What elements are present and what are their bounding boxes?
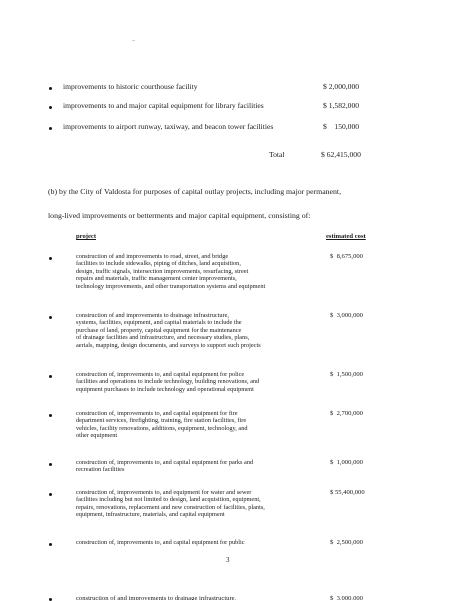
county-item-amount: $ 2,000,000 <box>323 82 360 91</box>
city-item-amount: $ 2,700,000 <box>330 410 363 417</box>
bullet <box>49 414 52 417</box>
city-item-amount: $ 8,675,000 <box>330 253 363 260</box>
cost-column-header: estimated cost <box>326 233 366 240</box>
total-amount: $ 62,415,000 <box>321 150 361 159</box>
county-item-text: improvements to historic courthouse facility <box>63 82 198 91</box>
city-item-text: construction of, improvements to, and capital equipment for police facilities and operations to include technology, building renovations, and equipment purchases to include technology and operational equipment <box>76 371 260 393</box>
total-label: Total <box>269 150 285 159</box>
city-item-amount: $ 1,000,000 <box>330 459 363 466</box>
bullet <box>49 463 52 466</box>
city-item-text: construction of, improvements to, and capital equipment for fire department services, firefighting, training, fire station facilities, fire vehicles, facility renovations, additions, equipment, technology, and other equipment <box>76 410 248 440</box>
city-item-text: construction of and improvements to drainage infrastructure, systems, facilities, equipment, and capital materials to include the purchase of land, property, capital equipment for the maintenance of drainage facilities and infrastructure, and necessary studies, plans, aerials, mapping, design documents, and surveys to support such projects <box>76 312 261 349</box>
intro-line: long-lived improvements or betterments and major capital equipment, consisting of: <box>48 211 311 220</box>
bullet <box>49 375 52 378</box>
bullet <box>49 87 52 90</box>
bullet <box>49 257 52 260</box>
city-item-text: construction of, improvements to, and capital equipment for public <box>76 539 245 546</box>
scan-mark <box>132 40 135 41</box>
intro-line: (b) by the City of Valdosta for purposes of capital outlay projects, including major permanent, <box>48 187 342 196</box>
county-item-amount: $ 150,000 <box>323 122 360 131</box>
bullet <box>49 543 52 546</box>
bullet <box>49 127 52 130</box>
city-item-amount: $ 3,000,000 <box>330 312 363 319</box>
page-number: 3 <box>226 556 230 564</box>
county-item-amount: $ 1,582,000 <box>323 101 360 110</box>
city-item-amount: $ 1,500,000 <box>330 371 363 378</box>
city-item-amount: $ 2,500,000 <box>330 539 363 546</box>
bullet <box>49 493 52 496</box>
next-page-fragment-text: construction of and improvements to drainage infrastructure, <box>76 595 237 600</box>
county-item-text: improvements to airport runway, taxiway, and beacon tower facilities <box>63 122 274 131</box>
county-item-text: improvements to and major capital equipment for library facilities <box>63 101 264 110</box>
bullet <box>49 106 52 109</box>
bullet <box>49 316 52 319</box>
city-item-text: construction of, improvements to, and equipment for water and sewer facilities including but not limited to design, land acquisition, equipment, repairs, renovations, replacement and new construction of facilities, plants, equipment, infrastructure, materials, and capital equipment <box>76 489 265 519</box>
city-item-text: construction of and improvements to road, street, and bridge facilities to include sidewalks, piping of ditches, land acquisition, design, traffic signals, intersection improvements, resurfacing, street repairs and materials, traffic management center improvements, technology improvements, and other transportation systems and equipment <box>76 253 266 290</box>
project-column-header: project <box>76 233 97 240</box>
city-item-amount: $ 55,400,000 <box>330 489 365 496</box>
city-item-text: construction of, improvements to, and capital equipment for parks and recreation facilities <box>76 459 254 474</box>
next-page-fragment-amount: $ 3,000,000 <box>330 595 363 600</box>
